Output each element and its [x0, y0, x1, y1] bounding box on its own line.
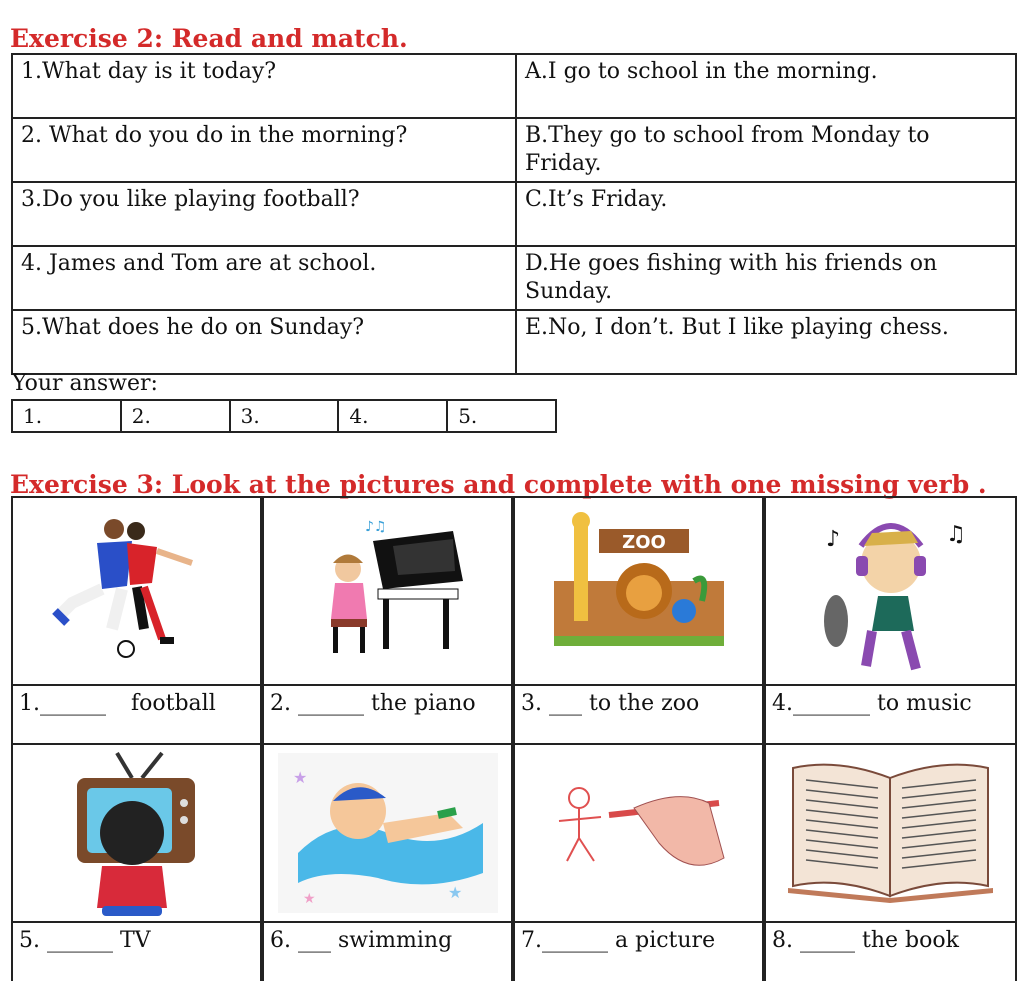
item-number: 8. [772, 928, 793, 953]
item-number: 2. [270, 691, 291, 716]
your-answer-label: Your answer: [12, 371, 158, 396]
piano-girl-icon [303, 511, 473, 671]
item-text: swimming [338, 928, 453, 953]
item-number: 1. [19, 691, 40, 716]
item-number: 7. [521, 928, 542, 953]
answer-slot[interactable]: 4. [338, 400, 447, 432]
answer-slot[interactable]: 3. [230, 400, 339, 432]
picture-cell [11, 496, 262, 684]
item-text: the piano [371, 691, 476, 716]
picture-cell [262, 496, 513, 684]
question-cell: 4. James and Tom are at school. [12, 246, 516, 310]
zoo-sign: ZOO [621, 532, 666, 553]
child-watching-tv-icon [62, 748, 212, 918]
table-row [12, 54, 1016, 118]
picture-cell [513, 496, 764, 684]
answer-blank[interactable]: ___ [549, 691, 582, 716]
svg-text:♫: ♫ [945, 522, 966, 547]
answer-slot[interactable]: 5. [447, 400, 556, 432]
question-cell: 1.What day is it today? [12, 54, 516, 118]
answer-blank[interactable]: ______ [298, 691, 364, 716]
answer-blank[interactable]: ______ [47, 928, 113, 953]
caption-cell [513, 684, 764, 743]
caption-cell [764, 921, 1017, 981]
svg-text:★: ★ [302, 891, 316, 907]
exercise-2-title: Exercise 2: Read and match. [10, 24, 408, 53]
item-number: 5. [19, 928, 40, 953]
matching-table [11, 53, 1017, 375]
boy-headphones-icon [806, 501, 976, 681]
item-text: a picture [615, 928, 716, 953]
picture-cell [262, 743, 513, 921]
question-cell: 3.Do you like playing football? [12, 182, 516, 246]
answer-slot[interactable]: 2. [121, 400, 230, 432]
football-players-icon [52, 511, 222, 671]
hand-drawing-icon [539, 783, 739, 883]
answer-table [11, 399, 557, 433]
answer-slot[interactable]: 1. [12, 400, 121, 432]
caption-cell [11, 921, 262, 981]
picture-cell [764, 743, 1017, 921]
zoo-animals-icon [544, 511, 734, 671]
answer-blank[interactable]: ______ [542, 928, 608, 953]
item-number: 3. [521, 691, 542, 716]
answer-cell: E.No, I don’t. But I like playing chess. [516, 310, 1016, 374]
exercise-3-title: Exercise 3: Look at the pictures and complete with one missing verb . [10, 470, 987, 499]
item-text: TV [120, 928, 151, 953]
table-row [12, 182, 1016, 246]
caption-cell [262, 921, 513, 981]
caption-cell [262, 684, 513, 743]
svg-text:★: ★ [447, 883, 462, 902]
question-cell: 5.What does he do on Sunday? [12, 310, 516, 374]
answer-cell: C.It’s Friday. [516, 182, 1016, 246]
answer-cell: D.He goes fishing with his friends on Sunday. [516, 246, 1016, 310]
answer-blank[interactable]: ___ [298, 928, 331, 953]
svg-text:★: ★ [292, 768, 307, 787]
item-number: 6. [270, 928, 291, 953]
open-book-icon [778, 758, 1003, 908]
caption-cell [764, 684, 1017, 743]
item-text: to music [877, 691, 972, 716]
table-row [12, 310, 1016, 374]
svg-text:♪: ♪ [825, 527, 840, 552]
item-number: 4. [772, 691, 793, 716]
answer-blank[interactable]: _______ [793, 691, 870, 716]
answer-blank[interactable]: ______ [40, 691, 106, 716]
answer-cell: A.I go to school in the morning. [516, 54, 1016, 118]
picture-cell [513, 743, 764, 921]
table-row [12, 246, 1016, 310]
item-text: football [131, 691, 216, 716]
item-text: the book [862, 928, 959, 953]
svg-text:♪♫: ♪♫ [364, 519, 386, 535]
swimming-boy-icon [278, 753, 498, 913]
question-cell: 2. What do you do in the morning? [12, 118, 516, 182]
caption-cell [11, 684, 262, 743]
caption-cell [513, 921, 764, 981]
item-text: to the zoo [589, 691, 700, 716]
picture-cell [11, 743, 262, 921]
picture-grid [11, 496, 1017, 981]
picture-cell [764, 496, 1017, 684]
answer-cell: B.They go to school from Monday to Friday. [516, 118, 1016, 182]
table-row [12, 118, 1016, 182]
answer-blank[interactable]: _____ [800, 928, 855, 953]
